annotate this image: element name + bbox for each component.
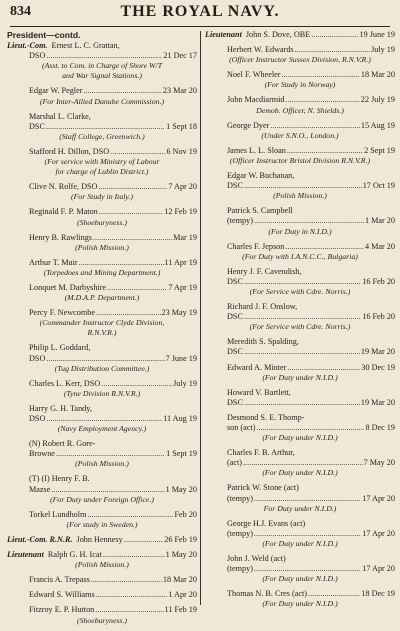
- officer-entry: [205, 30, 395, 40]
- officer-entry: [205, 337, 395, 357]
- entry-line: [205, 121, 395, 131]
- officer-decoration: son (act): [227, 423, 256, 432]
- leader-dots: [98, 182, 167, 192]
- seniority-date: July 19: [173, 378, 197, 388]
- officer-entry: [205, 267, 395, 297]
- entry-line-continued: [205, 347, 395, 357]
- officer-entry: [7, 474, 197, 504]
- seniority-date: 30 Dec 19: [361, 362, 395, 372]
- entry-line-continued: [7, 122, 197, 132]
- officer-rank: Lieutenant: [205, 30, 242, 39]
- officer-entry: [7, 439, 197, 469]
- page-title: THE ROYAL NAVY.: [120, 3, 280, 20]
- appointment-note: (Polish Mission.): [75, 459, 129, 469]
- entry-line: [205, 146, 395, 156]
- officer-rank: Lieut.-Com.: [7, 41, 48, 51]
- header-rule: [10, 26, 390, 27]
- appointment-note: (For service with Ministry of Labour: [44, 157, 160, 167]
- officer-decoration: Browne: [29, 449, 55, 459]
- leader-dots: [285, 242, 364, 252]
- seniority-date: 23 May 19: [161, 308, 197, 318]
- seniority-date: 26 Feb 19: [164, 534, 197, 544]
- leader-dots: [244, 398, 360, 408]
- officer-name: Stafford H. Dillon, DSO: [29, 146, 110, 156]
- officer-name: Philip L. Goddard,: [29, 343, 91, 353]
- seniority-date: 8 Dec 19: [365, 423, 395, 432]
- appointment-note: Demob. Officer, N. Shields.): [256, 105, 344, 115]
- seniority-date: 7 June 19: [165, 353, 197, 363]
- officer-name: Edward A. Minter: [227, 362, 287, 372]
- officer-name: Marshal L. Clarke,: [29, 111, 91, 121]
- appointment-note: (For Duty under N.I.D.): [262, 574, 338, 584]
- appointment-note: (For Duty under N.I.D.): [262, 372, 338, 382]
- seniority-date: 7 Apr 19: [168, 282, 197, 292]
- officer-entry: [205, 554, 395, 584]
- officer-name: Arthur T. Muir: [29, 257, 78, 267]
- entry-line: [205, 30, 395, 40]
- leader-dots: [270, 121, 360, 131]
- entry-line: [205, 45, 395, 55]
- leader-dots: [103, 550, 165, 560]
- officer-entry: [7, 147, 197, 177]
- leader-dots: [286, 95, 360, 105]
- seniority-date: 11 Feb 19: [164, 605, 197, 615]
- seniority-date: 22 July 19: [360, 95, 395, 105]
- officer-entry: [7, 283, 197, 303]
- entry-line-continued: [205, 529, 395, 539]
- entry-line: [205, 337, 395, 347]
- appointment-note: (Polish Mission.): [75, 560, 129, 570]
- officer-decoration: DSC: [227, 397, 243, 407]
- officer-name: Patrick W. Stone (act): [227, 483, 299, 493]
- officer-name: Noel F. Wheeler: [227, 70, 281, 80]
- officer-rank: Lieutenant: [7, 550, 44, 560]
- officer-entry: [7, 535, 197, 545]
- seniority-date: Mar 19: [173, 232, 197, 242]
- seniority-date: 23 Mar 20: [162, 86, 197, 96]
- officer-entry: [7, 182, 197, 202]
- appointment-note: (For Duty under N.I.D.): [262, 538, 338, 548]
- leader-dots: [93, 233, 172, 243]
- appointment-note: (For Study in Italy.): [71, 192, 133, 202]
- leader-dots: [46, 354, 164, 364]
- officer-name: John S. Dove, OBE: [245, 30, 311, 39]
- appointment-note: (M.D.A.P. Department.): [64, 293, 140, 303]
- entry-line-continued: [205, 312, 395, 322]
- entry-line: [7, 308, 197, 318]
- leader-dots: [282, 70, 360, 80]
- officer-name: Harry G. H. Tandy,: [29, 403, 92, 413]
- seniority-date: 12 Feb 19: [164, 207, 197, 217]
- officer-entry: [205, 70, 395, 90]
- officer-entry: [205, 519, 395, 549]
- officer-entry: [7, 41, 197, 81]
- seniority-date: 15 Aug 19: [360, 120, 395, 130]
- seniority-date: 1 Sept 18: [166, 121, 197, 131]
- leader-dots: [244, 181, 362, 191]
- right-column: [205, 30, 395, 615]
- appointment-note: (Shoeburyness.): [76, 615, 128, 625]
- leader-dots: [243, 458, 363, 468]
- entry-line: [205, 95, 395, 105]
- officer-entry: [7, 308, 197, 338]
- entry-line-continued: [7, 485, 197, 495]
- appointment-note: (Polish Mission.): [75, 242, 129, 252]
- appointment-note: (Tyne Division R.N.V.R.): [63, 388, 141, 398]
- officer-entry: [205, 146, 395, 166]
- officer-name: (T) (I) Henry F. B.: [29, 474, 90, 484]
- officer-entry: [7, 258, 197, 278]
- officer-entry: [205, 242, 395, 262]
- appointment-note: for charge of Lublin District.): [55, 167, 149, 177]
- appointment-note: (Torpedoes and Mining Department.): [43, 267, 161, 277]
- leader-dots: [56, 449, 165, 459]
- leader-dots: [124, 535, 164, 545]
- officer-name: (N) Robert R. Gore-: [29, 439, 96, 449]
- officer-name: Thomas N. B. Cres (act): [227, 589, 308, 599]
- seniority-date: 1 Mar 20: [364, 216, 395, 226]
- entry-line: [7, 590, 197, 600]
- officer-entry: [205, 448, 395, 478]
- seniority-date: 19 Mar 20: [360, 397, 395, 407]
- entry-line: [205, 242, 395, 252]
- officer-name: Edgar W. Buchanan,: [227, 171, 295, 181]
- appointment-note: R.N.V.R.): [87, 328, 117, 338]
- seniority-date: 19 June 19: [359, 30, 395, 39]
- leader-dots: [287, 146, 363, 156]
- entry-line: [7, 343, 197, 353]
- seniority-date: 6 Nov 19: [166, 146, 197, 156]
- officer-entry: [7, 207, 197, 227]
- leader-dots: [254, 529, 361, 539]
- entry-line: [205, 267, 395, 277]
- officer-entry: [205, 413, 395, 443]
- leader-dots: [91, 575, 162, 585]
- leader-dots: [79, 258, 164, 268]
- leader-dots: [107, 283, 167, 293]
- appointment-note: (For Duty under N.I.D.): [262, 433, 338, 443]
- leader-dots: [46, 122, 165, 132]
- appointment-note: and War Signal Stations.): [62, 71, 142, 81]
- officer-entry: [7, 575, 197, 585]
- entry-line: [205, 483, 395, 493]
- appointment-note: (Polish Mission.): [273, 191, 327, 201]
- entry-line-continued: [205, 458, 395, 468]
- officer-decoration: (tempy): [227, 564, 253, 574]
- officer-name: Henry B. Rawlings: [29, 232, 92, 242]
- entry-line: [7, 86, 197, 96]
- officer-entry: [205, 171, 395, 201]
- entry-line: [7, 535, 197, 545]
- officer-decoration: Mazse: [29, 484, 51, 494]
- officer-name: Clive N. Rolfe, DSO: [29, 182, 98, 192]
- seniority-date: 17 Apr 20: [362, 493, 395, 503]
- officer-entry: [205, 363, 395, 383]
- entry-line-continued: [205, 181, 395, 191]
- officer-entry: [7, 112, 197, 142]
- entry-line: [7, 207, 197, 217]
- entry-line: [7, 147, 197, 157]
- officer-decoration: (tempy): [227, 493, 253, 503]
- officer-entry: [205, 388, 395, 408]
- entry-line-continued: [7, 51, 197, 61]
- officer-decoration: (tempy): [227, 216, 253, 226]
- leader-dots: [308, 589, 360, 599]
- leader-dots: [254, 494, 361, 504]
- officer-name: James L. L. Sloan: [227, 145, 286, 155]
- officer-name: John Hennesy: [76, 534, 123, 544]
- officer-entry: [7, 86, 197, 106]
- seniority-date: 7 May 20: [363, 458, 395, 468]
- officer-name: George Dyer: [227, 120, 270, 130]
- officer-name: Lonquet M. Darbyshire: [29, 282, 107, 292]
- officer-rank: Lieut.-Com. R.N.R.: [7, 534, 73, 544]
- officer-entry: [7, 510, 197, 530]
- seniority-date: 1 Apr 20: [168, 590, 197, 600]
- leader-dots: [46, 414, 162, 424]
- entry-line: [7, 233, 197, 243]
- entry-line: [7, 41, 197, 51]
- seniority-date: Feb 20: [174, 509, 197, 519]
- entry-line: [205, 302, 395, 312]
- officer-name: John Macdiarmid: [227, 95, 285, 105]
- leader-dots: [244, 277, 361, 287]
- leader-dots: [83, 86, 161, 96]
- appointment-note: (For study in Sweden.): [66, 519, 138, 529]
- leader-dots: [311, 30, 358, 40]
- appointment-note: For Duty under N.I.D.): [263, 503, 337, 513]
- entry-line: [205, 413, 395, 423]
- entry-line: [205, 554, 395, 564]
- appointment-note: (For Service with Cdre. Norris.): [249, 286, 351, 296]
- officer-name: Francis A. Trepass: [29, 575, 90, 585]
- officer-name: Reginald F. P. Maton: [29, 207, 98, 217]
- officer-name: Percy F. Newcombe: [29, 308, 95, 318]
- appointment-note: (Tug Distribution Committee.): [54, 363, 150, 373]
- entry-line: [7, 182, 197, 192]
- appointment-note: (Under S.N.O., London.): [261, 130, 339, 140]
- officer-decoration: (tempy): [227, 528, 253, 538]
- entry-line: [7, 379, 197, 389]
- entry-line: [205, 448, 395, 458]
- leader-dots: [46, 51, 162, 61]
- seniority-date: 17 Apr 20: [362, 564, 395, 574]
- officer-decoration: DSO: [29, 51, 46, 61]
- entry-line: [7, 112, 197, 122]
- seniority-date: 11 Apr 19: [164, 257, 197, 267]
- entry-line: [7, 510, 197, 520]
- appointment-note: (Commander Instructor Clyde Division,: [39, 318, 165, 328]
- appointment-note: (Asst. to Com. in Charge of Shore W/T: [41, 61, 163, 71]
- officer-name: John J. Weld (act): [227, 554, 286, 564]
- entry-line: [205, 70, 395, 80]
- officer-name: Edward S. Williams: [29, 590, 95, 600]
- seniority-date: 1 May 20: [165, 484, 197, 494]
- entry-line: [205, 589, 395, 599]
- officer-name: Ernest L. C. Grattan,: [51, 41, 120, 51]
- officer-name: Herbert W. Edwards: [227, 45, 294, 55]
- seniority-date: 2 Sept 19: [364, 145, 395, 155]
- officer-entry: [7, 550, 197, 570]
- appointment-note: (For Study in Norway): [264, 80, 336, 90]
- officer-decoration: DSC: [227, 276, 243, 286]
- entry-line-continued: [7, 414, 197, 424]
- officer-name: George H.J. Evans (act): [227, 518, 306, 528]
- seniority-date: 18 Mar 20: [162, 575, 197, 585]
- section-heading: President—contd.: [7, 30, 81, 40]
- entry-line-continued: [205, 216, 395, 226]
- leader-dots: [87, 510, 173, 520]
- page-header: [10, 2, 390, 26]
- officer-entry: [205, 206, 395, 236]
- officer-decoration: DSO: [29, 414, 46, 423]
- entry-line-continued: [205, 277, 395, 287]
- leader-dots: [110, 147, 165, 157]
- seniority-date: 17 Oct 19: [362, 181, 395, 191]
- appointment-note: (Navy Employment Agency.): [57, 424, 147, 434]
- officer-entry: [205, 45, 395, 65]
- appointment-note: (For Duty under Foreign Office.): [50, 494, 154, 504]
- officer-decoration: DSC: [29, 121, 45, 131]
- appointment-note: (Officer Instructor Bristol Division R.N.V.R.): [229, 155, 371, 165]
- officer-entry: [205, 95, 395, 115]
- officer-decoration: DSO: [29, 353, 46, 363]
- officer-entry: [7, 590, 197, 600]
- officer-entry: [205, 121, 395, 141]
- leader-dots: [95, 605, 163, 615]
- officer-entry: [205, 483, 395, 513]
- officer-name: Patrick S. Campbell: [227, 206, 293, 216]
- leader-dots: [254, 564, 361, 574]
- seniority-date: 18 Mar 20: [360, 70, 395, 80]
- leader-dots: [256, 423, 364, 433]
- officer-name: Henry J. F. Cavendish,: [227, 266, 302, 276]
- leader-dots: [254, 216, 364, 226]
- officer-decoration: DSC: [227, 347, 243, 357]
- entry-line: [7, 439, 197, 449]
- seniority-date: 1 Sept 19: [166, 449, 197, 459]
- entry-line-continued: [205, 564, 395, 574]
- leader-dots: [101, 379, 172, 389]
- column-divider: [200, 31, 201, 605]
- leader-dots: [96, 308, 161, 318]
- seniority-date: 21 Dec 17: [163, 51, 197, 61]
- entry-line: [205, 388, 395, 398]
- officer-entry: [205, 302, 395, 332]
- page-number: 834: [10, 4, 31, 19]
- left-column: [7, 30, 197, 631]
- officer-entry: [7, 379, 197, 399]
- entry-line: [7, 258, 197, 268]
- appointment-note: (For Duty in N.I.D.): [268, 226, 332, 236]
- leader-dots: [96, 590, 168, 600]
- appointment-note: (For Duty with I.A.N.C.C., Bulgaria): [242, 251, 358, 261]
- officer-entry: [7, 404, 197, 434]
- appointment-note: (For Duty under N.I.D.): [262, 599, 338, 609]
- entry-line: [7, 404, 197, 414]
- appointment-note: (Staff College, Greenwich.): [59, 131, 145, 141]
- leader-dots: [99, 207, 164, 217]
- entry-line: [7, 283, 197, 293]
- appointment-note: (For Duty under N.I.D.): [262, 468, 338, 478]
- leader-dots: [51, 485, 164, 495]
- seniority-date: 1 May 20: [165, 550, 197, 560]
- entry-line: [7, 550, 197, 560]
- officer-name: Desmond S. E. Thomp-: [227, 412, 305, 422]
- entry-line-continued: [7, 449, 197, 459]
- officer-name: Torkel Lundholm: [29, 509, 87, 519]
- officer-name: Charles L. Kerr, DSO: [29, 378, 101, 388]
- entry-line: [205, 519, 395, 529]
- seniority-date: 11 Aug 19: [163, 414, 197, 423]
- officer-entry: [7, 605, 197, 625]
- seniority-date: 19 Mar 20: [360, 347, 395, 357]
- officer-name: Charles F. Jepson: [227, 241, 285, 251]
- officer-name: Charles F. B. Arthur,: [227, 448, 295, 458]
- seniority-date: 18 Dec 19: [361, 589, 395, 599]
- leader-dots: [244, 312, 361, 322]
- leader-dots: [287, 363, 360, 373]
- officer-name: Meredith S. Spalding,: [227, 337, 299, 347]
- seniority-date: 16 Feb 20: [362, 312, 395, 322]
- entry-line: [205, 363, 395, 373]
- officer-entry: [7, 233, 197, 253]
- officer-name: Fitzroy E. P. Hutton: [29, 605, 95, 615]
- entry-line: [7, 575, 197, 585]
- seniority-date: 7 Apr 20: [168, 182, 197, 192]
- entry-line-continued: [7, 354, 197, 364]
- appointment-note: (For Inter-Allied Danube Commission.): [39, 96, 165, 106]
- seniority-date: 17 Apr 20: [362, 528, 395, 538]
- seniority-date: July 19: [371, 45, 395, 55]
- seniority-date: 4 Mar 20: [364, 241, 395, 251]
- appointment-note: (Shoeburyness.): [76, 217, 128, 227]
- appointment-note: (Officer Instructor Sussex Division, R.N.V.R.): [229, 55, 371, 65]
- officer-name: Ralph G. H. Icat: [47, 550, 102, 560]
- officer-entry: [205, 589, 395, 609]
- officer-name: Richard J. F. Onslow,: [227, 302, 298, 312]
- leader-dots: [244, 347, 360, 357]
- entry-line-continued: [205, 494, 395, 504]
- entry-line-continued: [205, 398, 395, 408]
- entry-line: [7, 605, 197, 615]
- entry-line-continued: [205, 423, 395, 433]
- entry-line: [205, 206, 395, 216]
- entry-line: [7, 474, 197, 484]
- officer-entry: [7, 343, 197, 373]
- officer-name: Edgar W. Pegler: [29, 86, 83, 96]
- officer-decoration: DSC: [227, 312, 243, 322]
- officer-decoration: (act): [227, 458, 242, 468]
- appointment-note: (For Service with Cdre. Norris.): [249, 322, 351, 332]
- leader-dots: [295, 45, 370, 55]
- seniority-date: 16 Feb 20: [362, 276, 395, 286]
- entry-line: [205, 171, 395, 181]
- officer-name: Howard V. Bartlett,: [227, 387, 291, 397]
- officer-decoration: DSC: [227, 181, 243, 191]
